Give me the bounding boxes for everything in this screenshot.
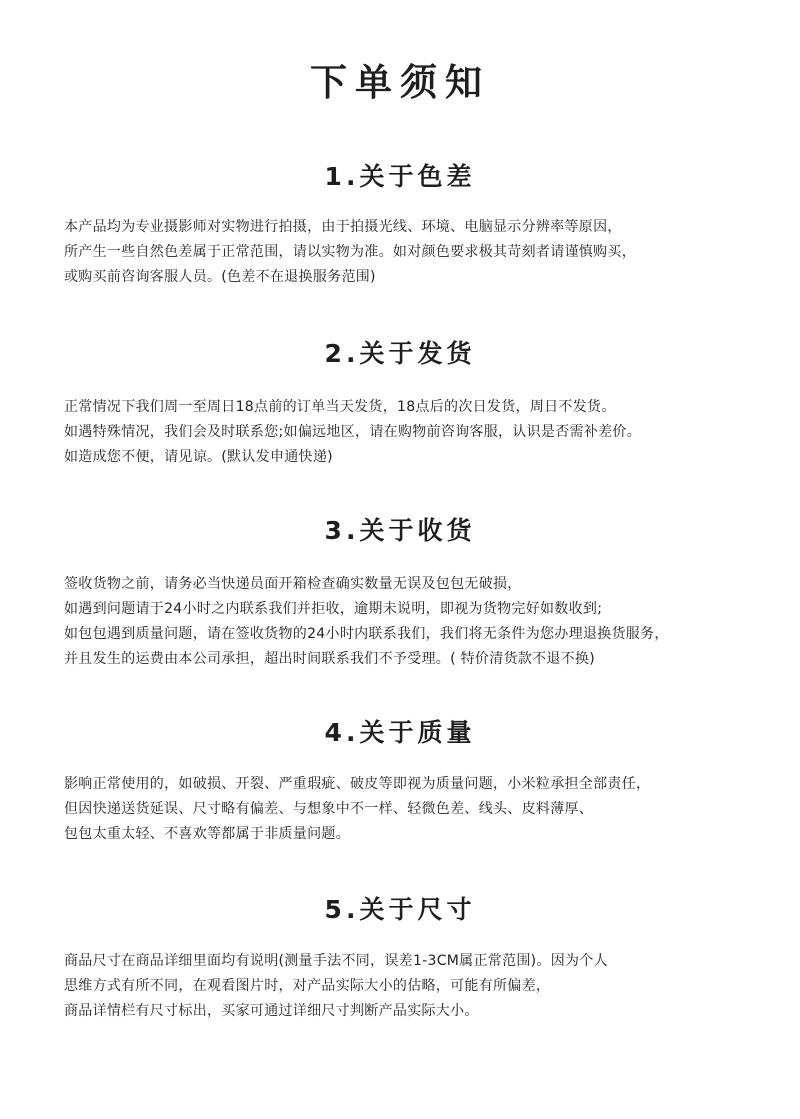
section-body-quality: [64, 772, 774, 847]
section-heading-receiving: 3.关于收货: [324, 516, 476, 545]
section-body-size: [64, 949, 774, 1024]
paragraph-line: 或购买前咨询客服人员。(色差不在退换服务范围): [64, 269, 376, 285]
paragraph-line: 思维方式有所不同，在观看图片时，对产品实际大小的估略，可能有所偏差，: [64, 978, 551, 994]
section-heading-shipping: 2.关于发货: [324, 339, 476, 368]
page-title: 下单须知: [310, 61, 490, 104]
paragraph-line: 如遇特殊情况，我们会及时联系您;如偏远地区，请在购物前咨询客服，认识是否需补差价。: [64, 424, 642, 440]
paragraph-line: 但因快递送货延误、尺寸略有偏差、与想象中不一样、轻微色差、线头、皮料薄厚、: [64, 801, 594, 817]
paragraph-line: 所产生一些自然色差属于正常范围，请以实物为准。如对颜色要求极其苛刻者请谨慎购买，: [64, 244, 636, 260]
paragraph-line: 本产品均为专业摄影师对实物进行拍摄，由于拍摄光线、环境、电脑显示分辨率等原因，: [64, 219, 622, 235]
paragraph-line: 包包太重太轻、不喜欢等都属于非质量问题。: [64, 826, 350, 842]
paragraph-line: 签收货物之前，请务必当快递员面开箱检查确实数量无误及包包无破损，: [64, 576, 522, 592]
paragraph-line: 正常情况下我们周一至周日18点前的订单当天发货，18点后的次日发货，周日不发货。: [64, 399, 616, 415]
section-heading-size: 5.关于尺寸: [324, 895, 476, 924]
section-body-receiving: [64, 572, 774, 672]
paragraph-line: 如造成您不便，请见谅。(默认发申通快递): [64, 449, 333, 465]
paragraph-line: 商品尺寸在商品详细里面均有说明(测量手法不同，误差1-3CM属正常范围)。因为个人: [64, 953, 608, 969]
section-heading-quality: 4.关于质量: [324, 718, 476, 747]
paragraph-line: 商品详情栏有尺寸标出，买家可通过详细尺寸判断产品实际大小。: [64, 1003, 479, 1019]
paragraph-line: 如遇到问题请于24小时之内联系我们并拒收，逾期未说明，即视为货物完好如数收到;: [64, 601, 603, 617]
paragraph-line: 并且发生的运费由本公司承担，超出时间联系我们不予受理。( 特价清货款不退不换): [64, 651, 596, 667]
paragraph-line: 如包包遇到质量问题，请在签收货物的24小时内联系我们，我们将无条件为您办理退换货服务，: [64, 626, 669, 642]
section-body-color-difference: [64, 215, 774, 290]
paragraph-line: 影响正常使用的，如破损、开裂、严重瑕疵、破皮等即视为质量问题，小米粒承担全部责任，: [64, 776, 651, 792]
section-body-shipping: [64, 395, 774, 470]
section-heading-color-difference: 1.关于色差: [324, 162, 476, 191]
